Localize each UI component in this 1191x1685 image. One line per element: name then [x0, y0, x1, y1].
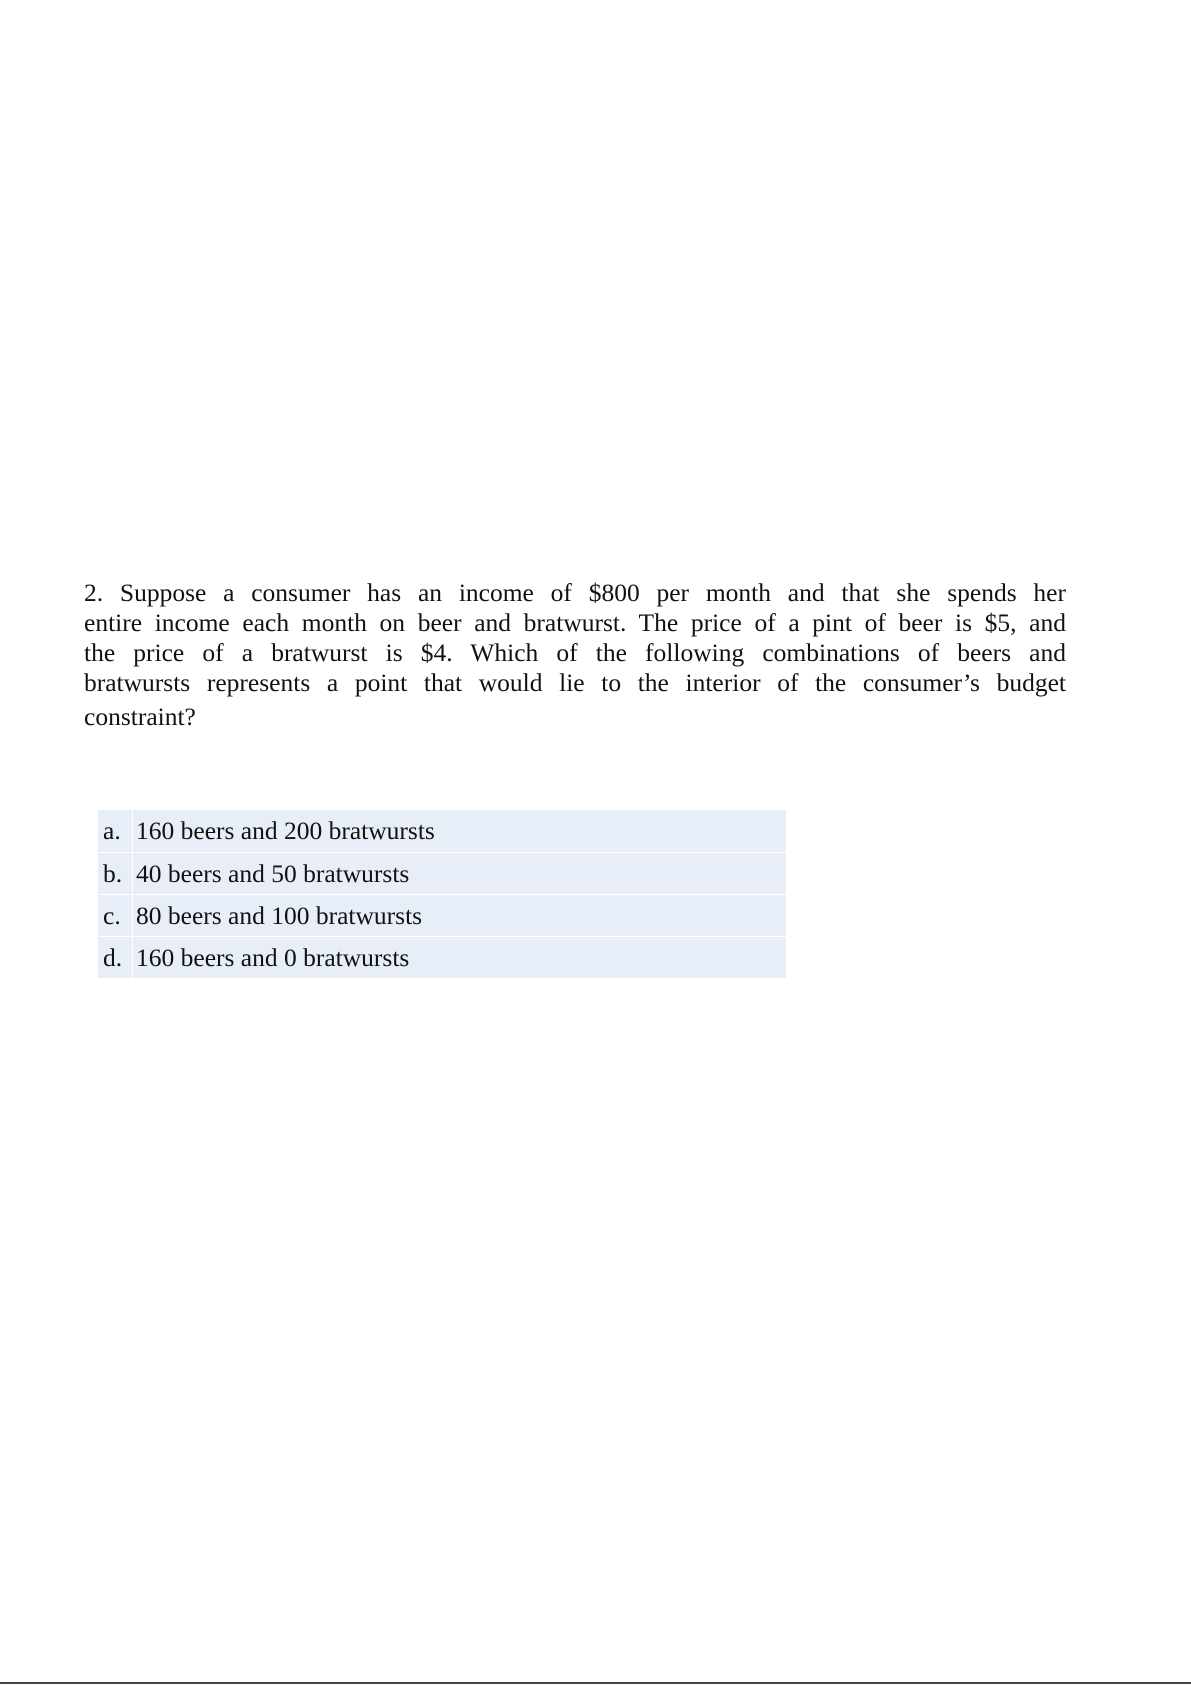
option-text: 80 beers and 100 bratwursts	[133, 894, 786, 936]
option-letter: b.	[98, 852, 133, 894]
option-letter: c.	[98, 894, 133, 936]
question-line: bratwursts represents a point that would lie to the interior of the consumer’s budget	[84, 668, 1066, 697]
option-letter: d.	[98, 936, 133, 978]
answer-options-table	[98, 810, 786, 978]
answer-option-c[interactable]	[98, 894, 786, 936]
page-bottom-rule	[0, 1682, 1191, 1684]
question-line: entire income each month on beer and bratwurst. The price of a pint of beer is $5, and	[84, 608, 1066, 637]
answer-option-a[interactable]	[98, 810, 786, 852]
answer-option-d[interactable]	[98, 936, 786, 978]
option-text: 160 beers and 200 bratwursts	[136, 816, 435, 845]
question-line: the price of a bratwurst is $4. Which of the following combinations of beers and	[84, 638, 1066, 667]
question-line: constraint?	[84, 702, 196, 731]
question-text	[84, 578, 1066, 732]
question-line: 2. Suppose a consumer has an income of $800 per month and that she spends her	[84, 578, 1066, 607]
option-letter: a.	[98, 810, 133, 852]
option-text: 40 beers and 50 bratwursts	[133, 852, 786, 894]
answer-option-b[interactable]	[98, 852, 786, 894]
option-text: 160 beers and 0 bratwursts	[133, 936, 786, 978]
